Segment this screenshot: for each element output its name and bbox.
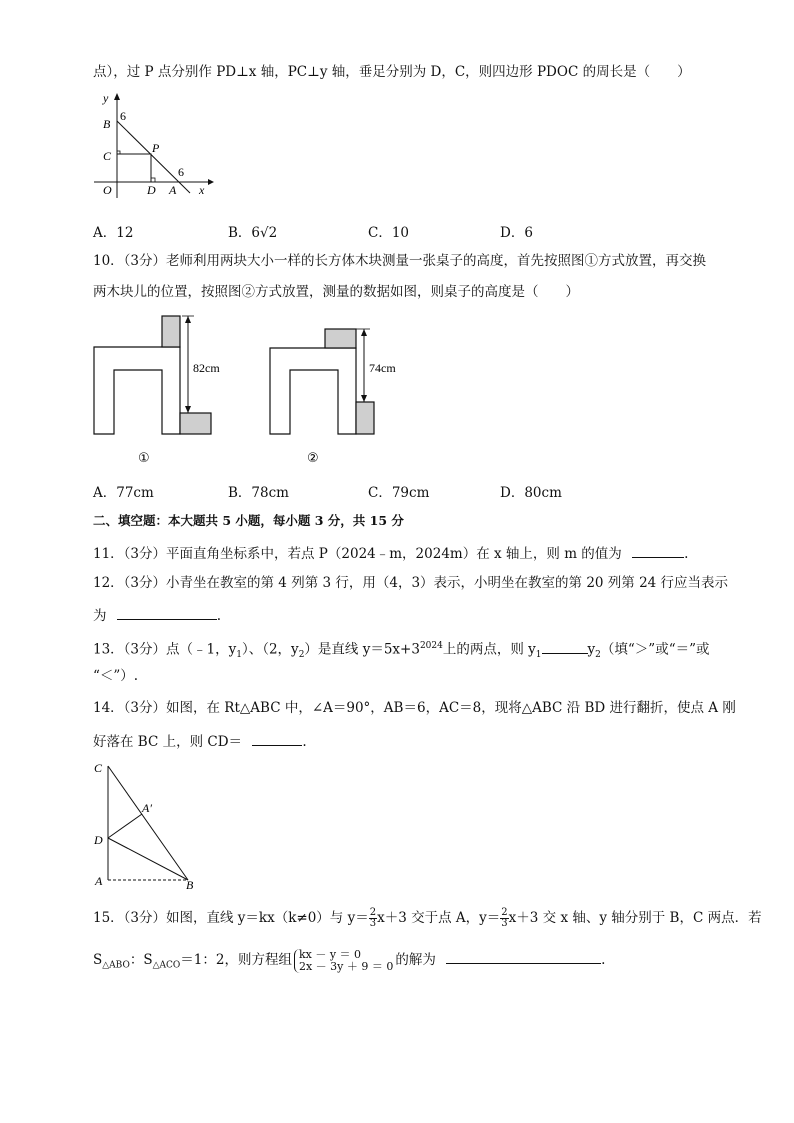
q11-text: 11．（3分）平面直角坐标系中，若点 P（2024﹣m，2024m）在 x 轴上，则 m 的值为 bbox=[93, 546, 622, 562]
q9-rect-pdoc bbox=[117, 154, 151, 182]
section-2-heading: 二、填空题：本大题共 5 小题，每小题 3 分，共 15 分 bbox=[93, 513, 404, 528]
q10-fig1-arrow-up bbox=[185, 316, 191, 323]
q9-label-p: P bbox=[152, 141, 160, 155]
q11: 11．（3分）平面直角坐标系中，若点 P（2024﹣m，2024m）在 x 轴上，则 m 的值为 . bbox=[93, 543, 688, 563]
q9-right-angle-d bbox=[151, 178, 155, 182]
q14-line2-text: 好落在 BC 上，则 CD＝ bbox=[93, 734, 243, 750]
q15-answer-blank[interactable] bbox=[446, 949, 601, 964]
q15-line1: 15．（3分）如图，直线 y＝kx（k≠0）与 y＝ $\frac{2}{3}$ x＋3 交于点 A，y＝ $\frac{2}{3}$ x＋3 交 x 轴、y 轴分别于 B，C 两点．若 bbox=[93, 907, 762, 929]
q9-coordinate-figure bbox=[92, 90, 217, 200]
q12-line2: 为 . bbox=[93, 605, 221, 625]
q10-line2: 两木块儿的位置，按照图②方式放置，测量的数据如图，则桌子的高度是（ ） bbox=[93, 284, 579, 300]
q15-line2: $S_{\triangle ABO}$：$S_{\triangle ACO}=1$：2，则方程组 kx － y ＝ 0 2x － 3y ＋ 9 ＝ 0 的解为 . bbox=[93, 947, 606, 973]
q14-label-c: C bbox=[94, 761, 103, 775]
q15-fraction-2: $\frac{2}{3}$ bbox=[501, 907, 508, 929]
q10-fig2-arrow-down bbox=[361, 395, 367, 402]
q10-figure-2 bbox=[268, 320, 418, 467]
q10-fig2-arrow-up bbox=[361, 329, 367, 336]
q9-label-o: O bbox=[103, 183, 112, 197]
q9-label-a: A bbox=[169, 183, 177, 197]
q10-fig2-caption: ② bbox=[307, 451, 319, 466]
q9-stem: 点），过 P 点分别作 PD⊥x 轴，PC⊥y 轴，垂足分别为 D，C，则四边形 PDOC 的周长是（ ） bbox=[93, 64, 691, 80]
q15-fraction-1: $\frac{2}{3}$ bbox=[369, 907, 377, 929]
q11-answer-blank[interactable] bbox=[632, 543, 684, 558]
q10-figure-1 bbox=[92, 312, 242, 467]
q10-fig1-top-block bbox=[162, 316, 180, 347]
q10-fig1-bottom-block bbox=[180, 413, 211, 434]
q13-line2: “＜”）. bbox=[93, 668, 139, 684]
q10-option-a[interactable]: A．77cm bbox=[93, 485, 154, 501]
q10-fig2-measure-label: 74cm bbox=[369, 361, 396, 375]
q14-side-cb bbox=[108, 766, 188, 880]
q13-answer-blank[interactable] bbox=[542, 639, 588, 654]
q12-line2-text: 为 bbox=[93, 608, 107, 624]
q14-label-a: A bbox=[95, 874, 103, 888]
q9-x-arrow bbox=[208, 179, 214, 185]
q10-fig2-top-block bbox=[325, 329, 356, 348]
q15-equation-system: kx － y ＝ 0 2x － 3y ＋ 9 ＝ 0 bbox=[294, 949, 393, 973]
q10-fig2-table bbox=[270, 348, 356, 434]
q10-line1: 10．（3分）老师利用两块大小一样的长方体木块测量一张桌子的高度，首先按照图①方式放置，再交换 bbox=[93, 253, 707, 269]
q10-fig1-measure-label: 82cm bbox=[193, 361, 220, 375]
q10-option-d[interactable]: D．80cm bbox=[500, 485, 562, 501]
q9-option-a[interactable]: A．12 bbox=[93, 225, 134, 241]
q14-answer-blank[interactable] bbox=[252, 731, 302, 746]
q10-option-b[interactable]: B．78cm bbox=[228, 485, 289, 501]
q9-option-d[interactable]: D．6 bbox=[500, 225, 533, 241]
q9-label-b: B bbox=[103, 117, 111, 131]
q9-label-six-right: 6 bbox=[178, 165, 184, 179]
q12-line1: 12．（3分）小青坐在教室的第 4 列第 3 行，用（4，3）表示，小明坐在教室的第 20 列第 24 行应当表示 bbox=[93, 575, 729, 591]
q14-side-db bbox=[108, 838, 188, 880]
q10-fig1-caption: ① bbox=[138, 451, 150, 466]
q10-fig1-table bbox=[94, 347, 180, 434]
q9-option-c[interactable]: C．10 bbox=[368, 225, 410, 241]
q14-label-d: D bbox=[94, 833, 103, 847]
q10-fig1-arrow-down bbox=[185, 406, 191, 413]
q9-label-d: D bbox=[147, 183, 156, 197]
q9-label-six-top: 6 bbox=[120, 109, 126, 123]
q9-label-c: C bbox=[103, 149, 112, 163]
q13-line1: 13．（3分）点（﹣1，$y_1$）、（2，$y_2$）是直线 $y=5x+3^{2024}$上的两点，则 $y_1$ $y_2$（填“＞”或“＝”或 bbox=[93, 637, 710, 664]
q14-triangle-figure bbox=[90, 758, 205, 893]
q14-line2: 好落在 BC 上，则 CD＝ . bbox=[93, 731, 307, 751]
q14-label-a-prime: A′ bbox=[142, 801, 152, 815]
q9-y-arrow bbox=[114, 93, 120, 100]
q10-fig2-bottom-block bbox=[356, 402, 374, 434]
q12-answer-blank[interactable] bbox=[117, 605, 217, 620]
q14-line1: 14．（3分）如图，在 Rt△ABC 中，∠A＝90°，AB＝6，AC＝8，现将△ABC 沿 BD 进行翻折，使点 A 刚 bbox=[93, 700, 736, 716]
q14-side-da-prime bbox=[108, 814, 142, 838]
q14-label-b: B bbox=[186, 878, 194, 892]
q10-option-c[interactable]: C．79cm bbox=[368, 485, 430, 501]
q9-option-b[interactable]: B．6√2 bbox=[228, 225, 278, 241]
q9-label-x: x bbox=[199, 183, 205, 197]
q9-label-y: y bbox=[103, 91, 109, 105]
